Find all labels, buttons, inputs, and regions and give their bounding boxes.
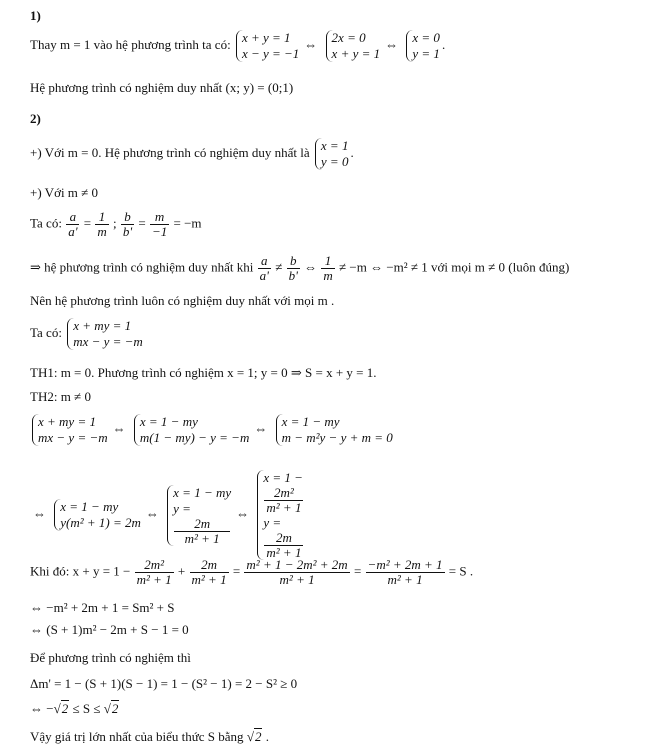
line-11: x + my = 1 mx − y = −m ⇔ x = 1 − my m(1 − my) − y = −m ⇔ x = 1 − my m − m²y − y + m = 0 bbox=[30, 414, 395, 446]
line-10: TH2: m ≠ 0 bbox=[30, 389, 91, 404]
system-7: x = 1 − my m(1 − my) − y = −m bbox=[134, 414, 249, 446]
system-5: x + my = 1 mx − y = −m bbox=[67, 318, 143, 350]
line-13: Khi đó: x + y = 1 − $\frac{\text{2m²}}{\text{m² + 1}}$ + $\frac{2m}{\text{m² + 1}}$ = $\frac{\text{m² + 1 − 2m² + 2m}}{\text{m² + 1}}$ = $\frac{\text{−m² + 2m + 1}}{\text{m² + 1}}$ = S . bbox=[30, 557, 474, 587]
system-3: x = 0 y = 1 bbox=[406, 30, 440, 62]
system-9: x = 1 − my y(m² + 1) = 2m bbox=[54, 499, 141, 531]
line-17: Δm' = 1 − (S + 1)(S − 1) = 1 − (S² − 1) = 2 − S² ≥ 0 bbox=[30, 676, 298, 691]
line-6: ⇒ hệ phương trình có nghiệm duy nhất khi $\frac{a}{a'}$ ≠ $\frac{b}{b'}$ ⇔ $\frac{1}{m}$ ≠ −m ⇔ −m² ≠ 1 với mọi m ≠ 0 (luôn đúng) bbox=[30, 253, 570, 283]
system-2: 2x = 0 x + y = 1 bbox=[326, 30, 381, 62]
system-11: x = 1 − 2m² m² + 1 y = 2m m² + 1 bbox=[257, 470, 304, 560]
line-12: ⇔ x = 1 − my y(m² + 1) = 2m ⇔ x = 1 − my y = 2m m² + 1 ⇔ x = 1 − 2m² m² + 1 y = 2m m² + 1 bbox=[33, 470, 303, 560]
line1-text: Thay m = 1 vào hệ phương trình ta có: bbox=[30, 36, 231, 52]
line-14: ⇔ −m² + 2m + 1 = Sm² + S bbox=[30, 600, 175, 615]
line-15: ⇔ (S + 1)m² − 2m + S − 1 = 0 bbox=[30, 622, 189, 637]
line-2: Hệ phương trình có nghiệm duy nhất (x; y) = (0;1) bbox=[30, 80, 294, 95]
system-6: x + my = 1 mx − y = −m bbox=[32, 414, 108, 446]
line-9: TH1: m = 0. Phương trình có nghiệm x = 1; y = 0 ⇒ S = x + y = 1. bbox=[30, 365, 377, 380]
system-8: x = 1 − my m − m²y − y + m = 0 bbox=[276, 414, 393, 446]
line-19: Vậy giá trị lớn nhất của biểu thức S bằng √2 . bbox=[30, 729, 269, 744]
line-18: ⇔ −√2 ≤ S ≤ √2 bbox=[30, 701, 119, 716]
part1-label: 1) bbox=[30, 8, 41, 23]
system-4: x = 1 y = 0 bbox=[315, 138, 349, 170]
line-7: Nên hệ phương trình luôn có nghiệm duy nhất với mọi m . bbox=[30, 293, 335, 308]
line-1: Thay m = 1 vào hệ phương trình ta có: x + y = 1 x − y = −1 ⇔ 2x = 0 x + y = 1 ⇔ x = 0 y = 1 . bbox=[30, 30, 446, 61]
system-10: x = 1 − my y = 2m m² + 1 bbox=[167, 485, 231, 546]
line-4: +) Với m ≠ 0 bbox=[30, 185, 99, 200]
line-5: Ta có: $\frac{a}{a'}$ = $\frac{1}{m}$ ; $\frac{b}{b'}$ = $\frac{m}{-1}$ = −m bbox=[30, 209, 202, 239]
line-16: Để phương trình có nghiệm thì bbox=[30, 650, 191, 665]
part2-label: 2) bbox=[30, 111, 41, 126]
line-3: +) Với m = 0. Hệ phương trình có nghiệm duy nhất là x = 1 y = 0 . bbox=[30, 138, 354, 169]
line-8: Ta có: x + my = 1 mx − y = −m bbox=[30, 318, 143, 349]
system-1: x + y = 1 x − y = −1 bbox=[236, 30, 299, 62]
